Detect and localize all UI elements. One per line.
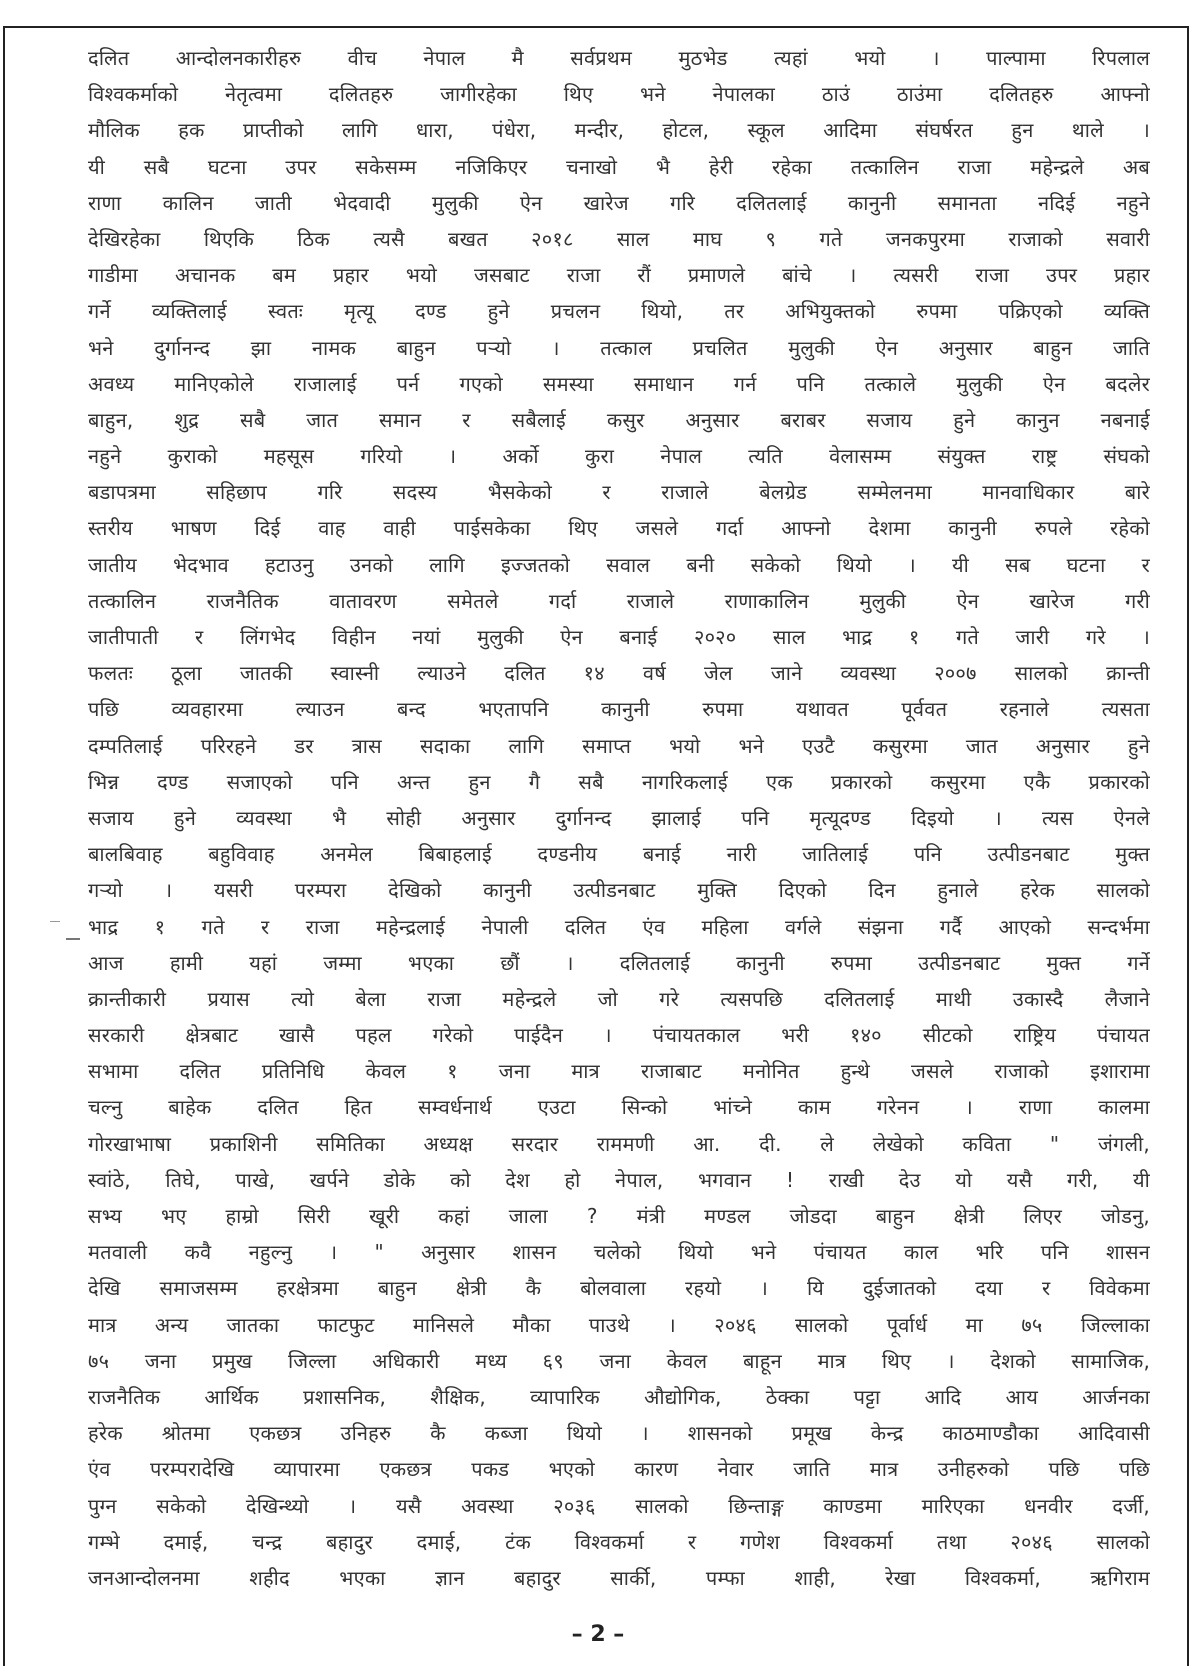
text-line: राजनैतिक आर्थिक प्रशासनिक, शैक्षिक, व्यापारिक औद्योगिक, ठेक्का पट्टा आदि आय आर्जनका xyxy=(88,1384,1150,1409)
text-line: गोरखाभाषा प्रकाशिनी समितिका अध्यक्ष सरदार राममणी आ. दी. ले लेखेको कविता " जंगली, xyxy=(88,1131,1150,1156)
text-line: बाहुन, शुद्र सबै जात समान र सबैलाई कसुर अनुसार बराबर सजाय हुने कानुन नबनाई xyxy=(88,407,1150,432)
page-number: – 2 – xyxy=(571,1622,625,1647)
text-line: मात्र अन्य जातका फाटफुट मानिसले मौका पाउथे । २०४६ सालको पूर्वार्ध मा ७५ जिल्लाका xyxy=(88,1312,1150,1337)
text-line: तत्कालिन राजनैतिक वातावरण समेतले गर्दा राजाले राणाकालिन मुलुकी ऐन खारेज गरी xyxy=(88,588,1150,613)
body-text xyxy=(88,40,1150,1596)
text-line: जातीय भेदभाव हटाउनु उनको लागि इज्जतको सवाल बनी सकेको थियो । यी सब घटना र xyxy=(88,552,1150,577)
text-line: सभामा दलित प्रतिनिधि केवल १ जना मात्र राजाबाट मनोनित हुन्थे जसले राजाको इशारामा xyxy=(88,1059,1150,1084)
text-line: ७५ जना प्रमुख जिल्ला अधिकारी मध्य ६९ जना केवल बाहून मात्र थिए । देशको सामाजिक, xyxy=(88,1348,1150,1373)
text-line: भने दुर्गानन्द झा नामक बाहुन पर्‍यो । तत्काल प्रचलित मुलुकी ऐन अनुसार बाहुन जाति xyxy=(88,335,1150,360)
text-line: नहुने कुराको महसूस गरियो । अर्को कुरा नेपाल त्यति वेलासम्म संयुक्त राष्ट्र संघको xyxy=(88,444,1150,469)
text-line: बडापत्रमा सहिछाप गरि सदस्य भैसकेको र राजाले बेलग्रेड सम्मेलनमा मानवाधिकार बारे xyxy=(88,480,1150,505)
text-line: मौलिक हक प्राप्तीको लागि धारा, पंधेरा, मन्दीर, होटल, स्कूल आदिमा संघर्षरत हुन थाले । xyxy=(88,118,1150,143)
text-line: भिन्न दण्ड सजाएको पनि अन्त हुन गै सबै नागरिकलाई एक प्रकारको कसुरमा एकै प्रकारको xyxy=(88,769,1150,794)
text-line: बालबिवाह बहुविवाह अनमेल बिबाहलाई दण्डनीय बनाई नारी जातिलाई पनि उत्पीडनबाट मुक्त xyxy=(88,842,1150,867)
text-line: पछि व्यवहारमा ल्याउन बन्द भएतापनि कानुनी रुपमा यथावत पूर्ववत रहनाले त्यसता xyxy=(88,697,1150,722)
text-line: विश्वकर्माको नेतृत्वमा दलितहरु जागीरहेका थिए भने नेपालका ठाउं ठाउंमा दलितहरु आफ्नो xyxy=(88,82,1150,107)
text-line: राणा कालिन जाती भेदवादी मुलुकी ऐन खारेज गरि दलितलाई कानुनी समानता नदिई नहुने xyxy=(88,190,1150,215)
text-line: पुग्न सकेको देखिन्थ्यो । यसै अवस्था २०३६ सालको छिन्ताङ्ग काण्डमा मारिएका धनवीर दर्जी, xyxy=(88,1493,1150,1518)
text-line: सजाय हुने व्यवस्था भै सोही अनुसार दुर्गानन्द झालाई पनि मृत्यूदण्ड दिइयो । त्यस ऐनले xyxy=(88,805,1150,830)
text-line: दम्पतिलाई परिरहने डर त्रास सदाका लागि समाप्त भयो भने एउटै कसुरमा जात अनुसार हुने xyxy=(88,733,1150,758)
text-line: जनआन्दोलनमा शहीद भएका ज्ञान बहादुर सार्की, पम्फा शाही, रेखा विश्वकर्मा, ऋगिराम xyxy=(88,1565,1150,1590)
text-line: गर्ने व्यक्तिलाई स्वतः मृत्यू दण्ड हुने प्रचलन थियो, तर अभियुक्तको रुपमा पक्रिएको व्यक्ति xyxy=(88,299,1150,324)
text-line: यी सबै घटना उपर सकेसम्म नजिकिएर चनाखो भै हेरी रहेका तत्कालिन राजा महेन्द्रले अब xyxy=(88,154,1150,179)
text-line: फलतः ठूला जातकी स्वास्नी ल्याउने दलित १४ वर्ष जेल जाने व्यवस्था २००७ सालको क्रान्ती xyxy=(88,661,1150,686)
text-line: देखि समाजसम्म हरक्षेत्रमा बाहुन क्षेत्री कै बोलवाला रहयो । यि दुईजातको दया र विवेकमा xyxy=(88,1276,1150,1301)
text-line: जातीपाती र लिंगभेद विहीन नयां मुलुकी ऐन बनाई २०२० साल भाद्र १ गते जारी गरे । xyxy=(88,625,1150,649)
text-line: एंव परम्परादेखि व्यापारमा एकछत्र पकड भएको कारण नेवार जाति मात्र उनीहरुको पछि पछि xyxy=(88,1457,1150,1482)
text-line: अवध्य मानिएकोले राजालाई पर्न गएको समस्या समाधान गर्न पनि तत्काले मुलुकी ऐन बदलेर xyxy=(88,371,1150,396)
text-line: देखिरहेका थिएकि ठिक त्यसै बखत २०१८ साल माघ ९ गते जनकपुरमा राजाको सवारी xyxy=(88,226,1150,251)
margin-pen-mark-small xyxy=(50,921,60,922)
text-line: मतवाली कवै नहुल्नु । " अनुसार शासन चलेको थियो भने पंचायत काल भरि पनि शासन xyxy=(88,1240,1150,1265)
text-line: भाद्र १ गते र राजा महेन्द्रलाई नेपाली दलित एंव महिला वर्गले संझना गर्दै आएको सन्दर्भमा xyxy=(88,914,1150,939)
text-line: क्रान्तीकारी प्रयास त्यो बेला राजा महेन्द्रले जो गरे त्यसपछि दलितलाई माथी उकास्दै लैजाने xyxy=(88,986,1150,1011)
text-line: सरकारी क्षेत्रबाट खासै पहल गरेको पाईदैन । पंचायतकाल भरी १४० सीटको राष्ट्रिय पंचायत xyxy=(88,1023,1150,1048)
text-line: गाडीमा अचानक बम प्रहार भयो जसबाट राजा रौं प्रमाणले बांचे । त्यसरी राजा उपर प्रहार xyxy=(88,263,1150,288)
text-line: चल्नु बाहेक दलित हित सम्वर्धनार्थ एउटा सिन्को भांच्ने काम गरेनन । राणा कालमा xyxy=(88,1095,1150,1120)
text-line: स्तरीय भाषण दिई वाह वाही पाईसकेका थिए जसले गर्दा आफ्नो देशमा कानुनी रुपले रहेको xyxy=(88,516,1150,541)
text-line: सभ्य भए हाम्रो सिरी खूरी कहां जाला ? मंत्री मण्डल जोडदा बाहुन क्षेत्री लिएर जोडनु, xyxy=(88,1204,1150,1228)
text-line: दलित आन्दोलनकारीहरु वीच नेपाल मै सर्वप्रथम मुठभेड त्यहां भयो । पाल्पामा रिपलाल xyxy=(88,46,1150,70)
text-line: गम्भे दमाई, चन्द्र बहादुर दमाई, टंक विश्वकर्मा र गणेश विश्वकर्मा तथा २०४६ सालको xyxy=(88,1529,1150,1554)
text-line: हरेक श्रोतमा एकछत्र उनिहरु कै कब्जा थियो । शासनको प्रमूख केन्द्र काठमाण्डौका आदिवासी xyxy=(88,1421,1150,1446)
margin-pen-mark xyxy=(66,938,80,940)
text-line: गर्‍यो । यसरी परम्परा देखिको कानुनी उत्पीडनबाट मुक्ति दिएको दिन हुनाले हरेक सालको xyxy=(88,878,1150,903)
text-line: आज हामी यहां जम्मा भएका छौं । दलितलाई कानुनी रुपमा उत्पीडनबाट मुक्त गर्ने xyxy=(88,950,1150,975)
text-line: स्वांठे, तिघे, पाखे, खर्पने डोके को देश हो नेपाल, भगवान ! राखी देउ यो यसै गरी, यी xyxy=(88,1167,1150,1192)
